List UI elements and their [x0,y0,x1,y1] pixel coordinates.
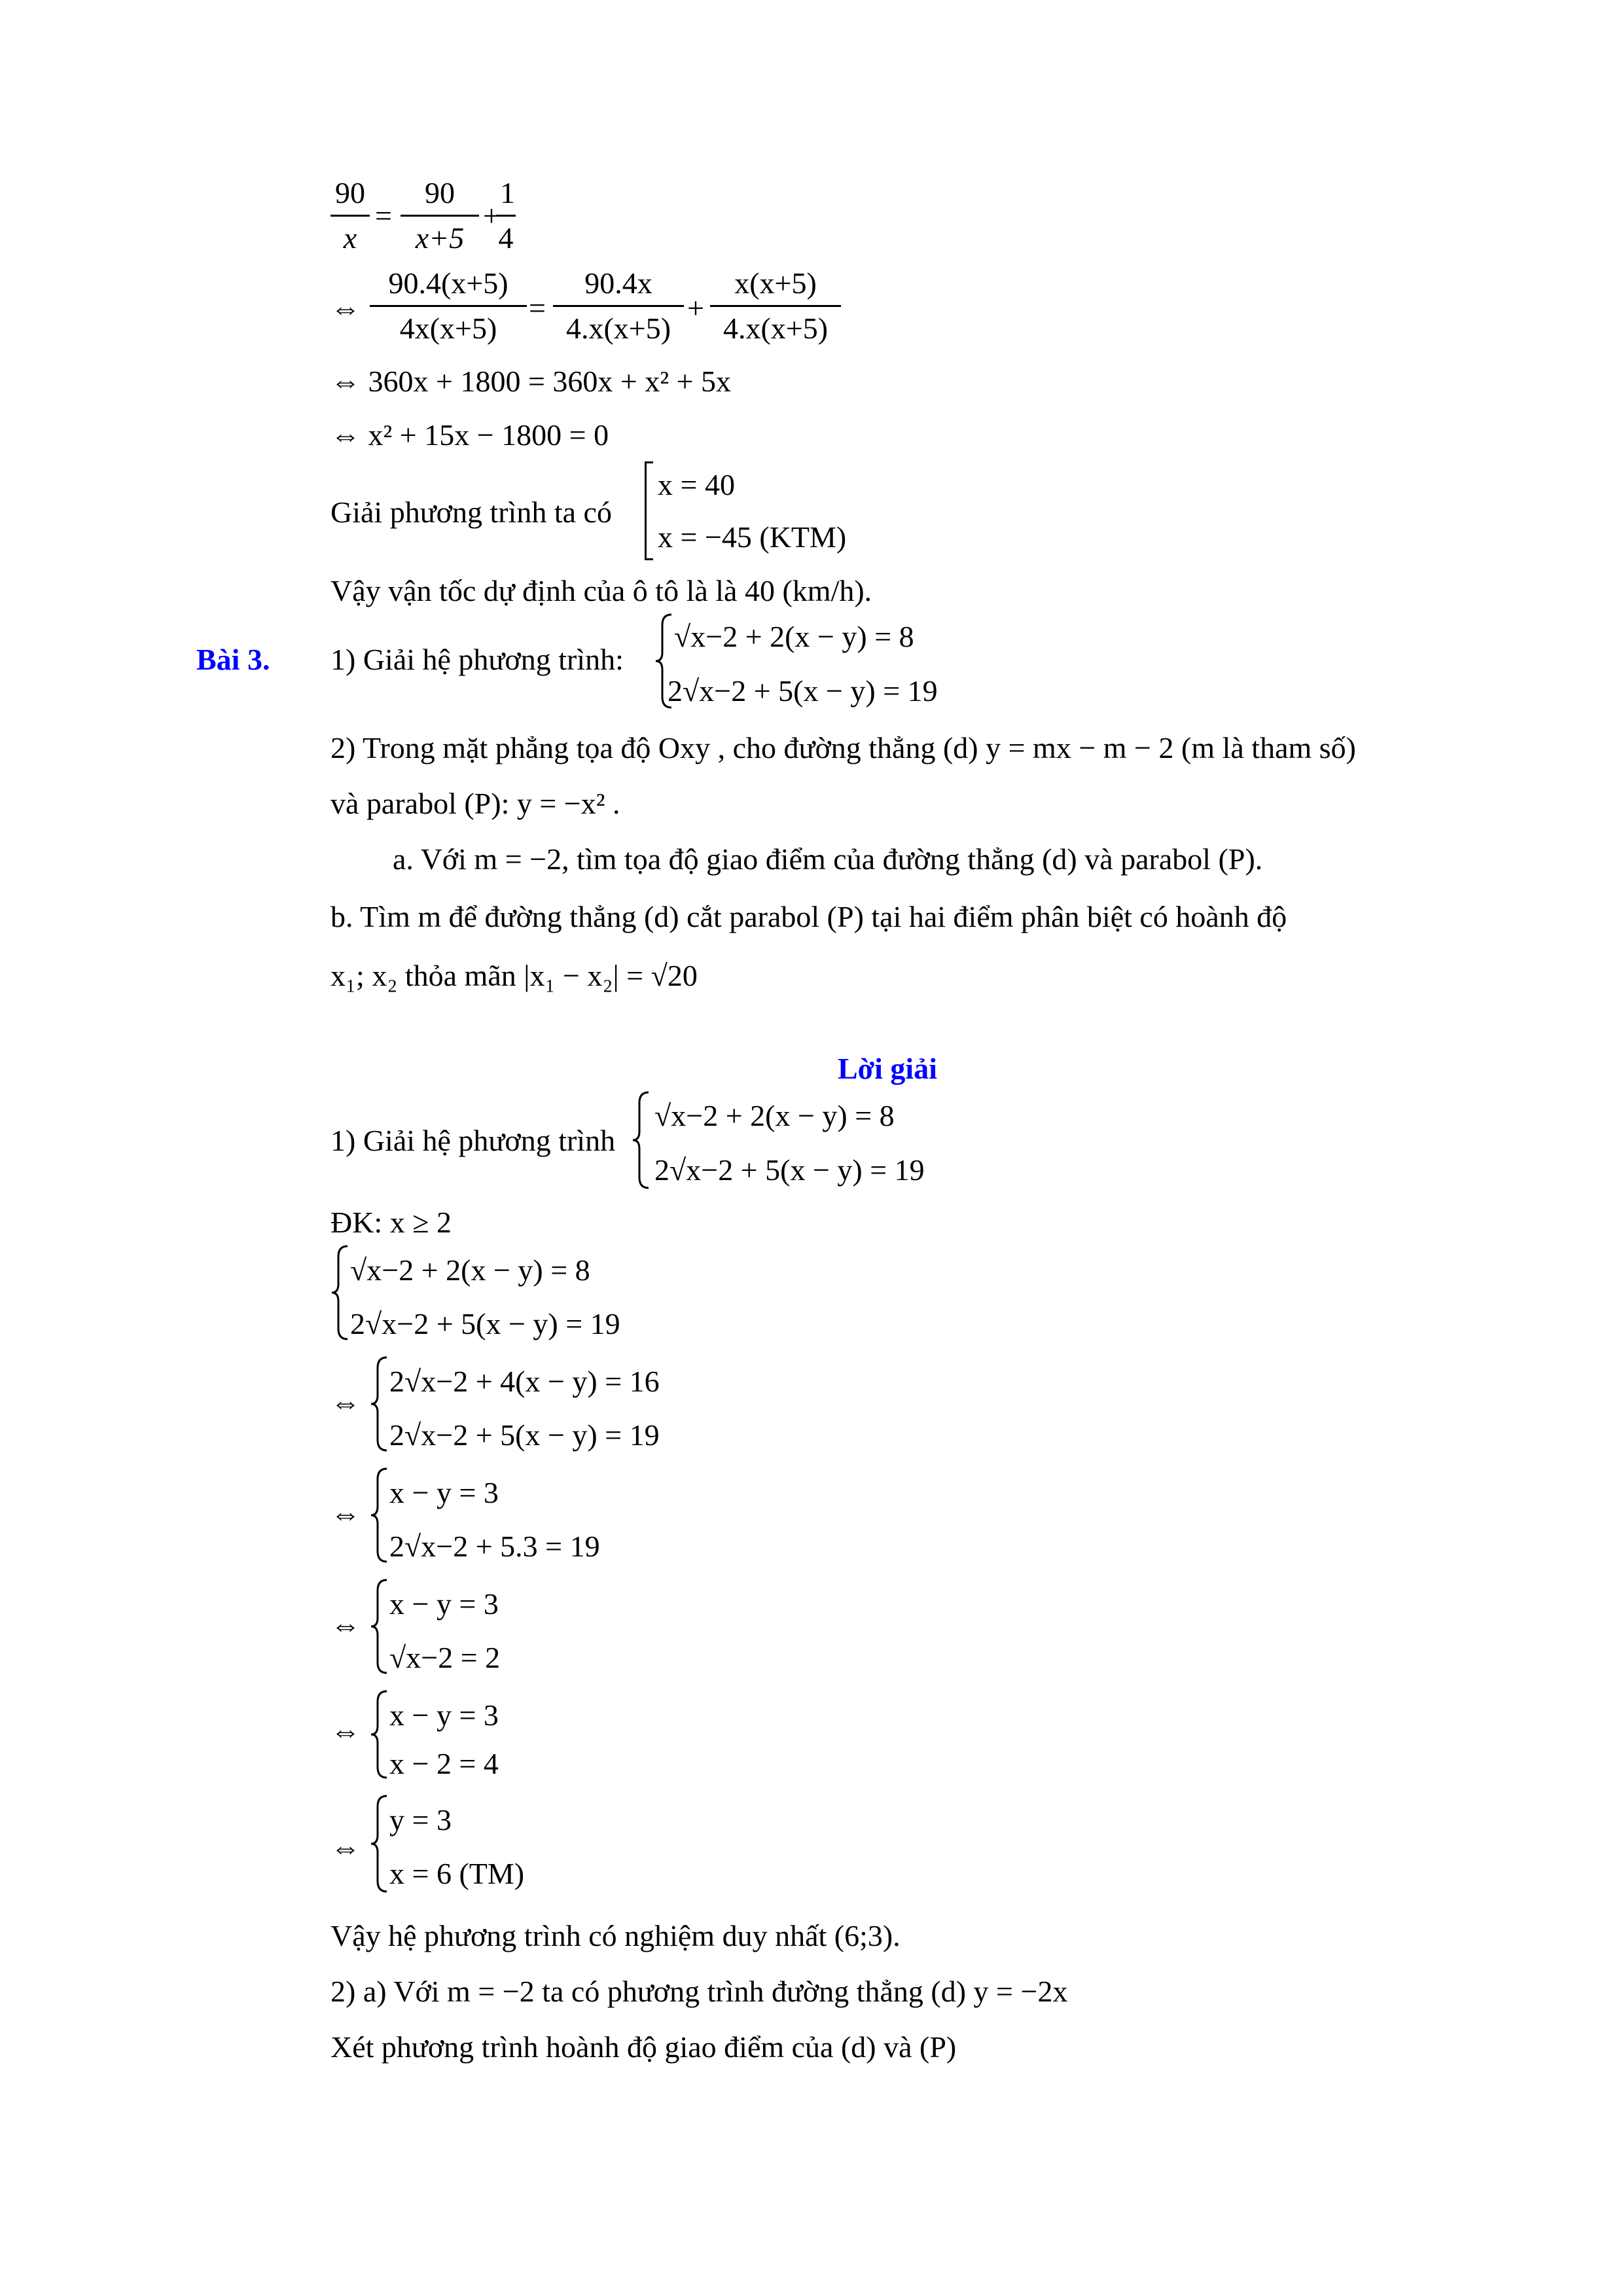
solution-part-2a: 2) a) Với m = −2 ta có phương trình đường thẳng (d) y = −2x [330,1975,1068,2008]
denominator: 4.x(x+5) [565,312,671,345]
part-b-line-1: b. Tìm m để đường thẳng (d) cắt parabol (P) tại hai điểm phân biệt có hoành độ [330,900,1287,933]
system-brace [370,1355,389,1453]
numerator: 90.4(x+5) [370,268,527,307]
part-2-line-2: và parabol (P): y = −x² . [330,787,620,820]
fraction-90-over-x-plus-5 [401,178,479,253]
step-5-line-1: y = 3 [389,1803,452,1837]
solution-title: Lời giải [838,1052,937,1085]
step-0-line-2: 2√x−2 + 5(x − y) = 19 [350,1307,620,1340]
solution-system-line-2: 2√x−2 + 5(x − y) = 19 [654,1153,925,1187]
exercise-label: Bài 3. [196,643,270,676]
numerator: 90 [330,178,370,217]
fraction-c [710,268,841,344]
part-1-prompt: 1) Giải hệ phương trình: [330,643,624,676]
step-2-line-1: x − y = 3 [389,1476,499,1509]
step-3-line-1: x − y = 3 [389,1587,499,1621]
solution-system-line-1: √x−2 + 2(x − y) = 8 [654,1099,895,1132]
part-2-line-1: 2) Trong mặt phẳng tọa độ Oxy , cho đường thẳng (d) y = mx − m − 2 (m là tham số) [330,731,1356,764]
equivalence-arrow: ⇔ [330,1831,361,1864]
part-b-line-2: x₁; x₂ thỏa mãn |x₁ − x₂| = √20 [330,959,698,992]
denominator: x [343,221,357,255]
step-4-line-1: x − y = 3 [389,1698,499,1732]
system-brace [370,1577,389,1676]
step-4-line-2: x − 2 = 4 [389,1747,499,1780]
system-line-1: √x−2 + 2(x − y) = 8 [674,620,914,653]
denominator: 4x(x+5) [399,312,497,345]
intersection-equation-text: Xét phương trình hoành độ giao điểm của (d) và (P) [330,2030,957,2064]
fraction-b [553,268,684,344]
numerator: 1 [496,178,516,217]
step-1-line-2: 2√x−2 + 5(x − y) = 19 [389,1418,660,1452]
system-brace [330,1244,350,1342]
denominator: 4.x(x+5) [722,312,829,345]
equation-step-3: ⇔ 360x + 1800 = 360x + x² + 5x [330,365,732,398]
domain-condition: ĐK: x ≥ 2 [330,1206,452,1239]
equivalence-arrow: ⇔ [330,1386,361,1419]
conclusion-text: Vậy vận tốc dự định của ô tô là là 40 (km/h). [330,574,872,607]
system-brace [370,1689,389,1780]
system-line-2: 2√x−2 + 5(x − y) = 19 [668,674,938,708]
step-0-line-1: √x−2 + 2(x − y) = 8 [350,1253,590,1287]
numerator: 90 [401,178,479,217]
step-2-line-2: 2√x−2 + 5.3 = 19 [389,1530,600,1563]
equivalence-arrow: ⇔ [330,1714,361,1748]
step-1-line-1: 2√x−2 + 4(x − y) = 16 [389,1365,660,1398]
fraction-1-over-4 [496,178,516,253]
solution-part-1-label: 1) Giải hệ phương trình [330,1124,616,1157]
equivalence-arrow: ⇔ [330,291,361,325]
or-bracket [645,461,653,560]
root-1: x = 40 [658,468,735,501]
equivalence-arrow: ⇔ [330,1608,361,1641]
system-brace [370,1466,389,1564]
step-3-line-2: √x−2 = 2 [389,1641,501,1674]
unique-solution-text: Vậy hệ phương trình có nghiệm duy nhất (6;3). [330,1919,901,1952]
equals-sign: = [529,291,546,325]
equation-step-4: ⇔ x² + 15x − 1800 = 0 [330,418,609,452]
step-5-line-2: x = 6 (TM) [389,1857,525,1890]
root-2: x = −45 (KTM) [658,520,847,554]
fraction-90-over-x [330,178,370,253]
denominator: 4 [498,221,514,255]
system-brace [632,1090,651,1191]
part-a: a. Với m = −2, tìm tọa độ giao điểm của đường thẳng (d) và parabol (P). [393,842,1263,876]
system-brace [370,1793,389,1895]
equals-sign: = [375,199,392,232]
denominator: x+5 [415,221,465,255]
numerator: x(x+5) [710,268,841,307]
numerator: 90.4x [553,268,684,307]
plus-sign: + [687,291,704,325]
solve-label: Giải phương trình ta có [330,495,612,529]
equivalence-arrow: ⇔ [330,1497,361,1530]
fraction-a [370,268,527,344]
plus-sign: + [483,199,500,232]
